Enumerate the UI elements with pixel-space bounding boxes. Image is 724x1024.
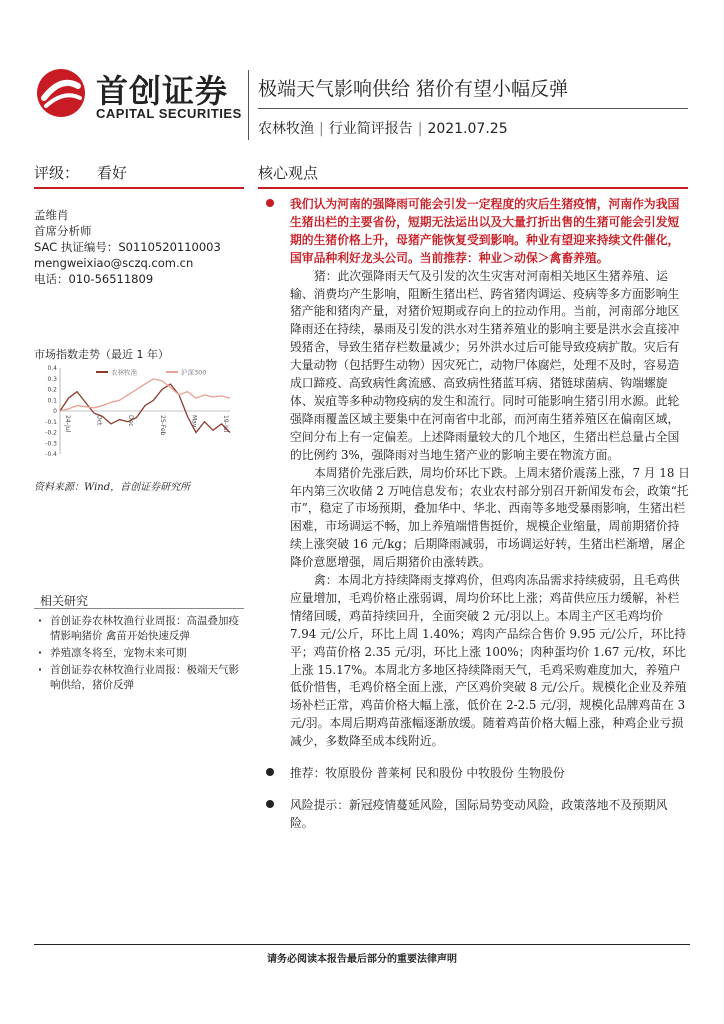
analyst-title: 首席分析师	[34, 224, 92, 238]
analyst-sac	[34, 239, 221, 255]
y-tick-label: 0.1	[47, 397, 57, 405]
related-item[interactable]: · 首创证券农林牧渔行业周报：极端天气影响供给，猪价反弹	[34, 663, 244, 693]
y-tick-label: 0.3	[47, 375, 57, 383]
sac-label: SAC 执证编号：	[34, 240, 119, 254]
phone-label: 电话：	[34, 272, 69, 286]
summary-bullet	[262, 196, 690, 268]
report-type: 行业简评报告	[328, 121, 413, 137]
main-rule	[258, 187, 688, 189]
hog-price-paragraph: 本周猪价先涨后跌，周均价环比下跌。上周末猪价震荡上涨，7 月 18 日年内第三次收储 2 万吨信息发布；农业农村部分别召开新闻发布会，政策“托市”，稳定了市场预期，叠加华中、华北、西南等多地受暴雨影响，生猪出栏困难，市场调运不畅，加上养殖端惜售挺价，规模企业缩量，周前期猪价持续上涨突破 16 元/kg；后期降雨减弱，市场调运好转，生猪出栏渐增，屠企降价意愿增强，周后期猪价由涨转跌。	[290, 465, 690, 570]
rating-value: 看好	[97, 164, 128, 182]
report-meta: 农林牧渔 | 行业简评报告 | 2021.07.25	[258, 121, 508, 137]
analyst-phone	[34, 271, 221, 287]
bullet-icon	[266, 800, 274, 808]
related-research-list	[34, 614, 244, 695]
rating-label: 评级：	[34, 164, 80, 182]
summary-text: 我们认为河南的强降雨可能会引发一定程度的灾后生猪疫情，河南作为我国生猪出栏的主要省份，短期无法运出以及大量打折出售的生猪可能会引发短期的生猪价格上升，母猪产能恢复受到影响。种业有望迎来持续文件催化，国审品种利好龙头公司。当前推荐：种业＞动保＞禽畜养殖。	[290, 197, 680, 265]
related-item[interactable]: · 养殖凛冬将至，宠物未来可期	[34, 646, 244, 661]
x-tick-label: 24-Jul	[64, 415, 71, 433]
bullet-icon	[266, 199, 274, 207]
chart-title: 市场指数走势（最近 1 年）	[34, 348, 169, 361]
chart-source: 资料来源：Wind，首创证券研究所	[34, 482, 191, 493]
related-research-rule	[34, 608, 244, 609]
legend-label: 沪深300	[181, 368, 207, 377]
industry-name: 农林牧渔	[258, 121, 314, 137]
analyst-name: 孟维肖	[34, 208, 69, 222]
y-tick-label: 0.2	[47, 386, 57, 394]
core-view-body	[262, 196, 690, 833]
logo-english-name: CAPITAL SECURITIES	[96, 106, 242, 121]
sac-number: S0110520110003	[118, 240, 221, 254]
y-tick-label: -0.3	[45, 440, 57, 448]
recommend-text: 推荐：牧原股份 普莱柯 民和股份 中牧股份 生物股份	[290, 766, 565, 781]
x-tick-label: 19-Jul	[222, 415, 229, 433]
x-tick-label: Oct	[95, 415, 103, 426]
series-line-0	[60, 384, 230, 432]
risk-bullet	[262, 797, 690, 833]
phone-number: 010-56511809	[68, 272, 154, 286]
logo-chinese-name: 首创证券	[96, 72, 229, 110]
related-research-title: 相关研究	[40, 594, 89, 608]
y-tick-label: 0.4	[47, 365, 57, 372]
legend-label: 农林牧渔	[111, 368, 137, 377]
y-tick-label: -0.1	[45, 418, 57, 426]
report-date: 2021.07.25	[427, 121, 508, 137]
company-logo-icon	[36, 68, 86, 118]
market-index-chart	[34, 362, 234, 472]
risk-text: 风险提示：新冠疫情蔓延风险，国际局势变动风险，政策落地不及预期风险。	[290, 798, 668, 830]
core-view-title: 核心观点	[258, 164, 319, 182]
y-tick-label: 0	[53, 408, 57, 415]
poultry-paragraph: 禽：本周北方持续降雨支撑鸡价，但鸡肉冻品需求持续疲弱，且毛鸡供应量增加，毛鸡价格止涨弱调，周均价环比上涨；鸡苗供应压力缓解，补栏情绪回暖，鸡苗持续回升，全面突破 2 元/羽以上。本周主产区毛鸡均价 7.94 元/公斤，环比上周 1.40%；鸡肉产品综合售价 9.95 元/公斤，环比持平；鸡苗价格 2.35 元/羽，环比上涨 100%；肉种蛋均价 1.67 元/枚，环比上涨 15.17%。本周北方多地区持续降雨天气，毛鸡采购难度加大，养殖户低价惜售，毛鸡价格全面上涨，产区鸡价突破 8 元/公斤。规模化企业及养殖场补栏正常，鸡苗价格大幅上涨，低价在 2-2.5 元/羽，规模化品牌鸡苗在 3 元/羽。本周后期鸡苗涨幅逐渐放缓。随着鸡苗价格大幅上涨，种鸡企业亏损减少，多数降至成本线附近。	[290, 573, 687, 749]
bullet-icon	[266, 768, 274, 776]
x-tick-label: May	[190, 415, 198, 428]
related-item[interactable]: · 首创证券农林牧渔行业周报：高温叠加疫情影响猪价 禽苗开始快速反弹	[34, 614, 244, 644]
footer-disclaimer: 请务必阅读本报告最后部分的重要法律声明	[267, 954, 457, 965]
y-tick-label: -0.2	[45, 429, 57, 437]
report-title: 极端天气影响供给 猪价有望小幅反弹	[258, 78, 569, 100]
hog-paragraph: 猪：此次强降雨天气及引发的次生灾害对河南相关地区生猪养殖、运输、消费均产生影响，阻断生猪出栏、跨省猪肉调运、疫病等多方面影响生猪产能和猪肉产量，对猪价短期或存向上的拉动作用。当前，河南部分地区降雨还在持续，暴雨及引发的洪水对生猪养殖业的影响主要是洪水会直接冲毁猪舍，导致生猪存栏数量减少；另外洪水过后可能导致疫病扩散。灾后有大量动物（包括野生动物）因灾死亡，动物尸体腐烂，处理不及时，容易造成口蹄疫、高致病性禽流感、高致病性猪蓝耳病、猪链球菌病、钩端螺旋体、炭疽等多种动物疫病的发生和流行。同时可能影响生猪引用水源。此轮强降雨覆盖区域主要集中在河南省中北部，而河南生猪养殖区在偏南区域，空间分布上有一定偏差。上述降雨量较大的几个地区，生猪出栏总量占全国的比例约 3%，强降雨对当地生猪产业的影响主要在物流方面。	[290, 268, 680, 462]
y-tick-label: -0.4	[45, 451, 57, 458]
x-tick-label: Dec	[127, 415, 135, 427]
header-divider	[248, 70, 249, 140]
x-tick-label: 25-Feb	[158, 415, 166, 436]
analyst-email[interactable]: mengweixiao@sczq.com.cn	[34, 256, 194, 270]
sidebar-rule	[34, 187, 244, 189]
title-rule	[258, 108, 688, 109]
recommend-bullet	[262, 765, 690, 783]
footer-rule	[34, 944, 690, 945]
rating	[34, 162, 127, 183]
analyst-info	[34, 207, 221, 287]
